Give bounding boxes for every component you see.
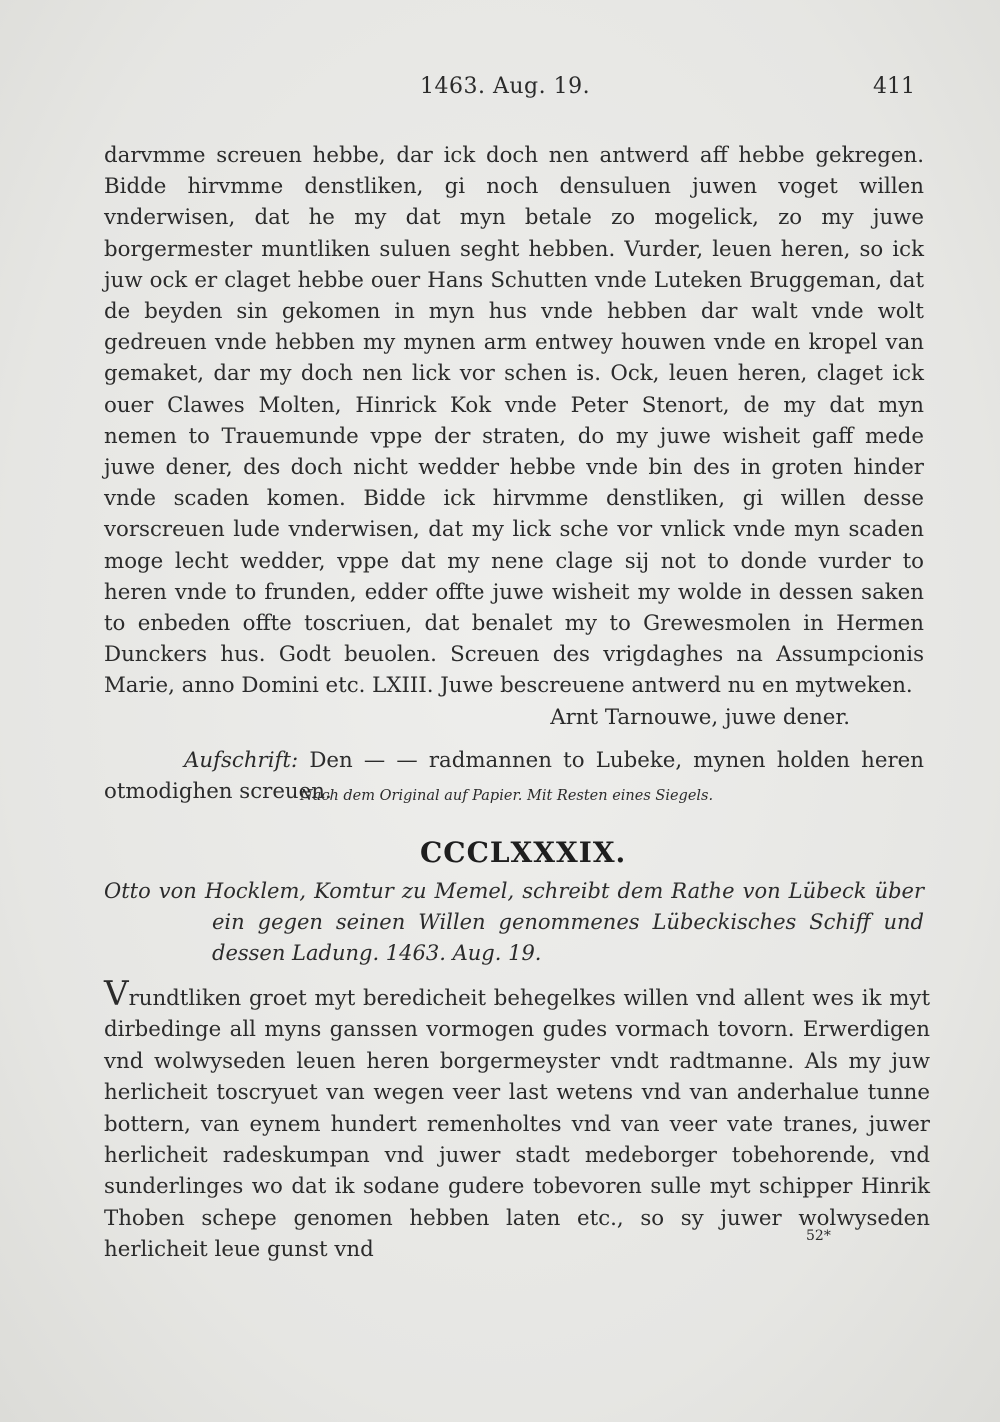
document-summary: Otto von Hocklem, Komtur zu Memel, schreibt dem Rathe von Lübeck über ein gegen seinen Willen genommenes Lübeckisches Schiff und dessen Ladung. 1463. Aug. 19. <box>104 879 924 965</box>
page-header <box>0 74 1000 108</box>
address-text: Den — — radmannen to Lubeke, mynen holden heren otmodighen screuen. <box>104 747 924 805</box>
source-note: Nach dem Original auf Papier. Mit Resten eines Siegels. <box>300 788 714 804</box>
letter-body: darvmme screuen hebbe, dar ick doch nen antwerd aff hebbe gekregen. Bidde hirvmme denstliken, gi noch densuluen juwen voget willen vnderwisen, dat he my dat myn betale zo mogelick, zo my juwe borgermester muntliken suluen seght hebben. Vurder, leuen heren, so ick juw ock er claget hebbe ouer Hans Schutten vnde Luteken Bruggeman, dat de beyden sin gekomen in myn hus vnde hebben dar walt vnde wolt gedreuen vnde hebben my mynen arm entwey houwen vnde en kropel van gemaket, dar my doch nen lick vor schen is. Ock, leuen heren, claget ick ouer Clawes Molten, Hinrick Kok vnde Peter Stenort, de my dat myn nemen to Trauemunde vppe der straten, do my juwe wisheit gaff mede juwe dener, des doch nicht wedder hebbe vnde bin des in groten hinder vnde scaden komen. Bidde ick hirvmme denstliken, gi willen desse vorscreuen lude vnderwisen, dat my lick sche vor vnlick vnde myn scaden moge lecht wedder, vppe dat my nene clage sij not to donde vurder to heren vnde to frunden, edder offte juwe wisheit my wolde in dessen saken to enbeden offte toscriuen, dat benalet my to Grewesmolen in Hermen Dunckers hus. Godt beuolen. Screuen des vrigdaghes na Assumpcionis Marie, anno Domini etc. LXIII. Juwe bescreuene antwerd nu en mytweken. <box>104 143 924 699</box>
previous-letter-conclusion <box>104 140 924 807</box>
document-number: CCCLXXXIX. <box>420 836 627 869</box>
letter-paragraph <box>104 974 930 1266</box>
signature-mark: 52* <box>806 1228 831 1244</box>
letter-text <box>104 974 930 1266</box>
letter-body-text: rundtliken groet myt beredicheit behegelkes willen vnd allent wes ik myt dirbedinge all myns ganssen vormogen gudes vormach tovorn. Erwerdigen vnd wolwyseden leuen heren borgermeyster vndt radtmanne. Als my juw herlicheit toscryuet van wegen veer last wetens vnd van anderhalue tunne bottern, van eynem hundert remenholtes vnd van veer vate tranes, juwer herlicheit radeskumpan vnd juwer stadt medeborger tobehorende, vnd sunderlinges wo dat ik sodane gudere tobevoren sulle myt schipper Hinrik Thoben schepe genomen hebben laten etc., so sy juwer wolwyseden herlicheit leue gunst vnd <box>104 986 930 1263</box>
letter-signature: Arnt Tarnouwe, juwe dener. <box>550 704 850 730</box>
running-head: 1463. Aug. 19. <box>420 74 591 99</box>
address-label: Aufschrift: <box>184 747 299 773</box>
initial-letter: V <box>104 974 129 1014</box>
page-number: 411 <box>873 74 915 99</box>
